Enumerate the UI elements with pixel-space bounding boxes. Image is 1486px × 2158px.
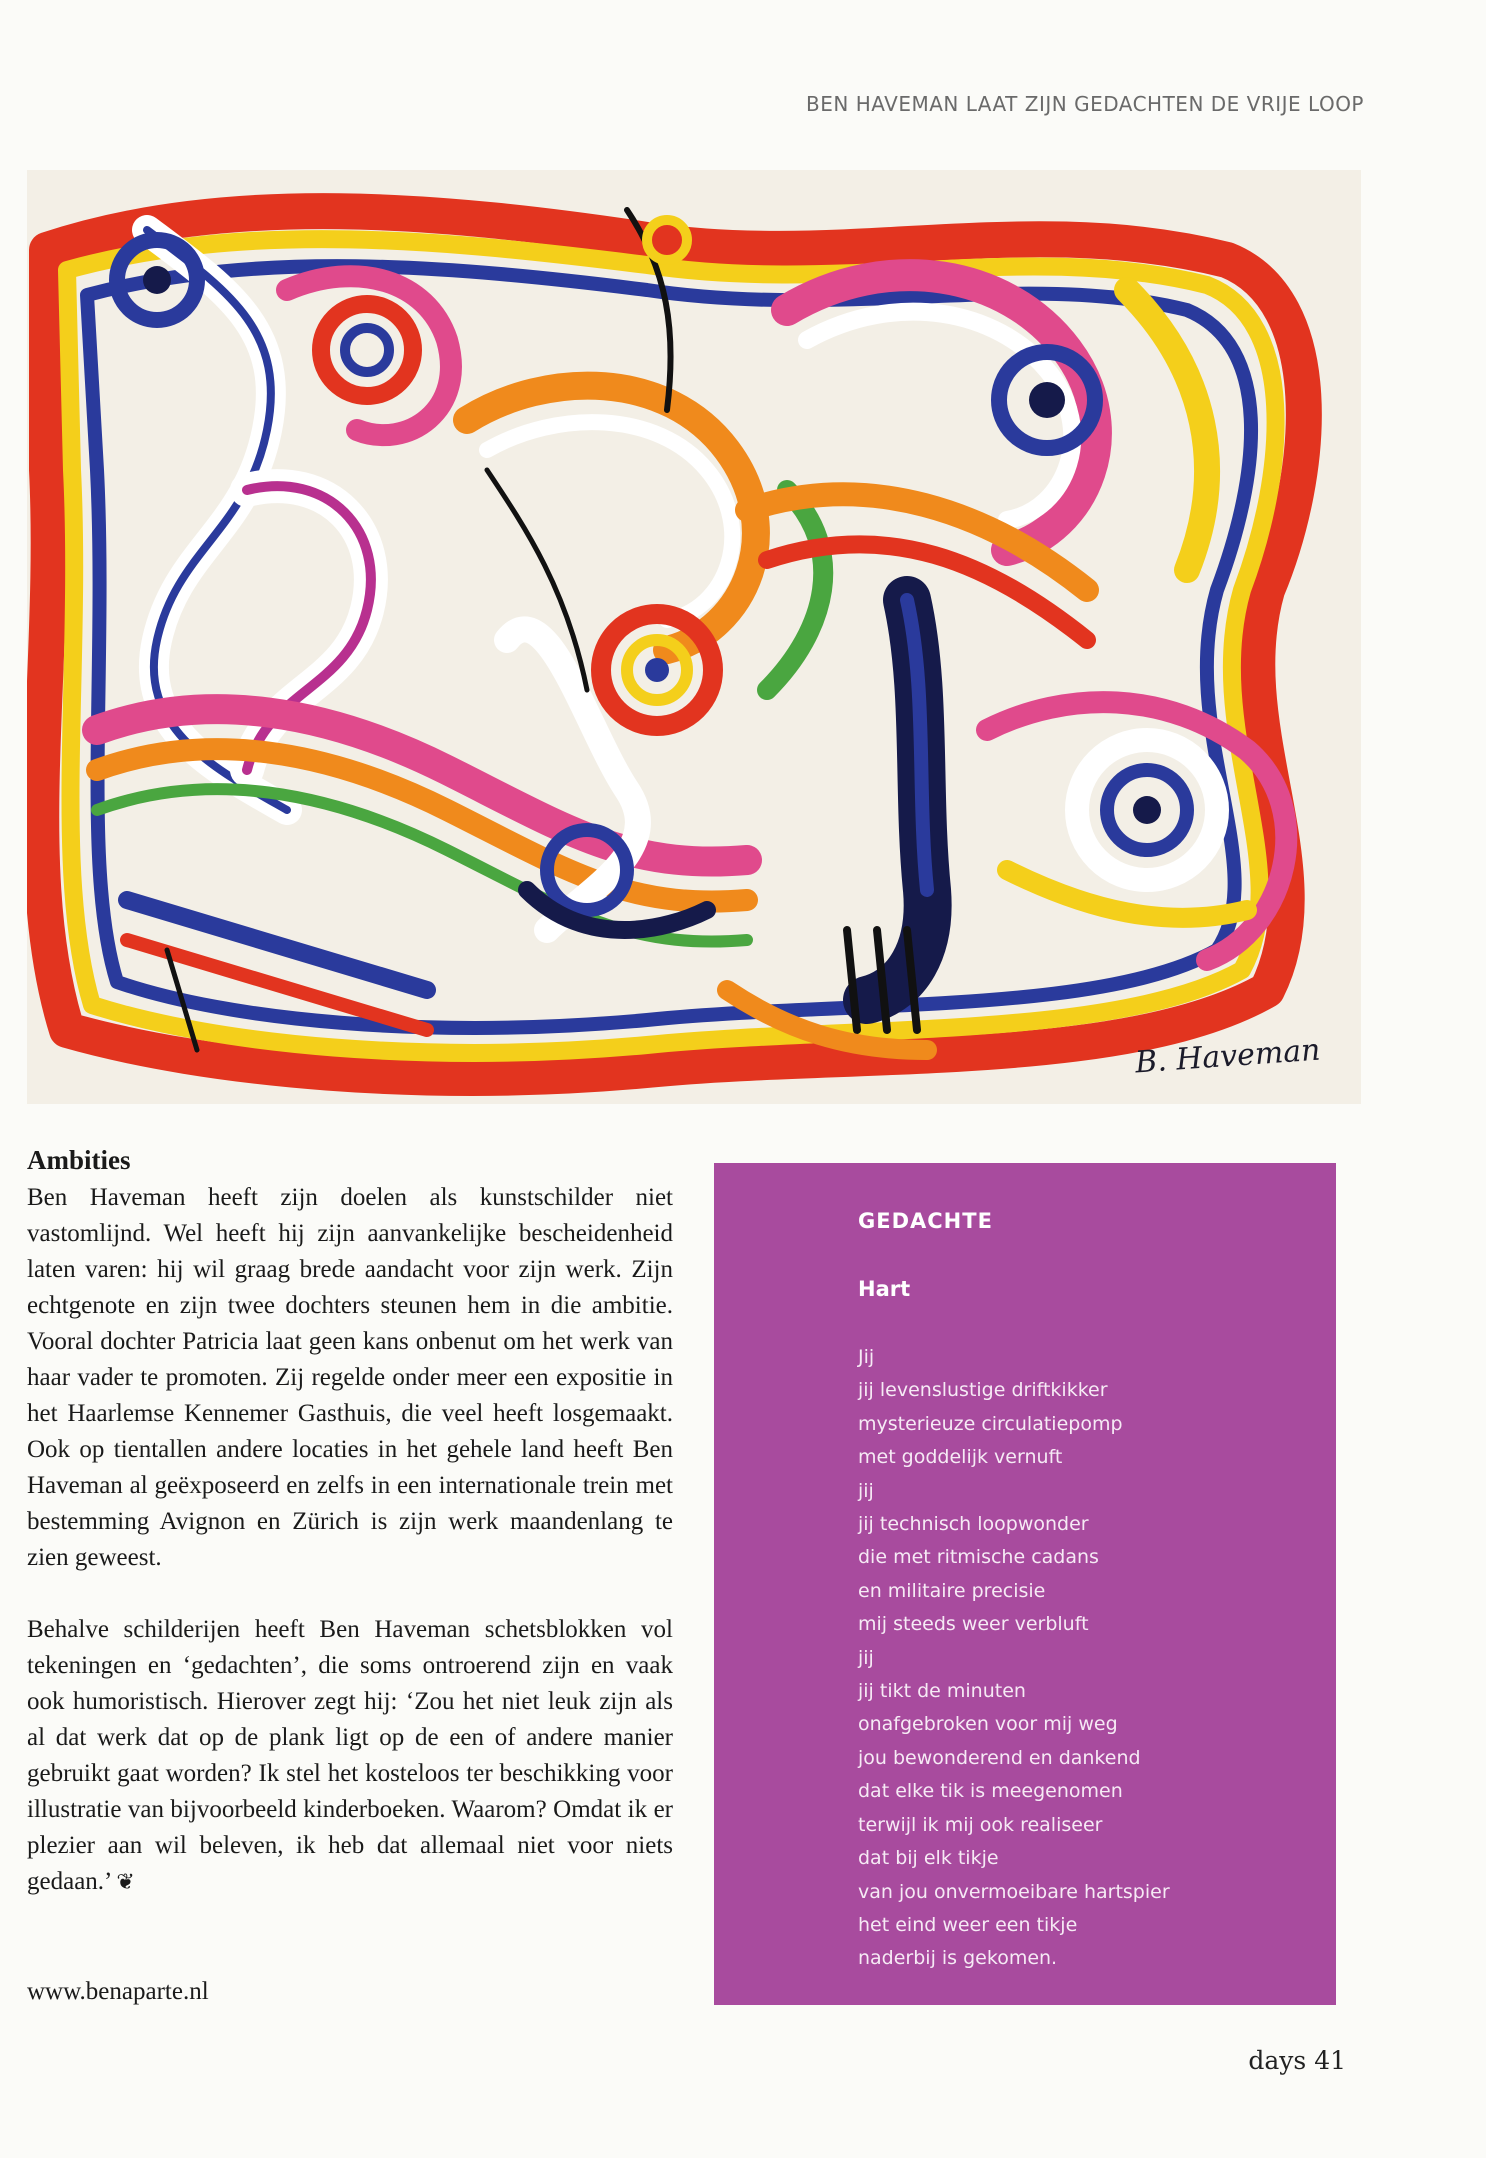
poem-line: naderbij is gekomen.	[858, 1947, 1058, 1970]
page-folio	[1248, 2046, 1346, 2075]
poem-line: en militaire precisie	[858, 1579, 1046, 1602]
poem-line: mij steeds weer verbluft	[858, 1613, 1089, 1636]
poem-line: jou bewonderend en dankend	[858, 1746, 1141, 1769]
poem-line: Jij	[858, 1346, 875, 1368]
poem-line: van jou onvermoeibare hartspier	[858, 1880, 1170, 1903]
painting-image	[27, 170, 1361, 1104]
poem-line: het eind weer een tikje	[858, 1913, 1078, 1936]
poem-line: terwijl ik mij ook realiseer	[858, 1813, 1103, 1836]
paragraph-1: Ben Haveman heeft zijn doelen als kunstschilder niet vastomlijnd. Wel heeft hij zijn aanvankelijke bescheidenheid laten varen: hij wil graag brede aandacht voor zijn werk. Zijn echtgenote en zijn twee dochters steunen hem in die ambitie. Vooral dochter Patricia laat geen kans onbenut om het werk van haar vader te promoten. Zij regelde onder meer een expositie in het Haarlemse Kennemer Gasthuis, die veel heeft losgemaakt. Ook op tientallen andere locaties in het gehele land heeft Ben Haveman al geëxposeerd en zelfs in een internationale trein met bestemming Avignon en Zürich is zijn werk maandenlang te zien geweest.	[27, 1184, 673, 1572]
poem-lines	[858, 1341, 1170, 1976]
paragraph-2-text: Behalve schilderijen heeft Ben Haveman schetsblokken vol tekeningen en ‘gedachten’, die soms ontroerend zijn en vaak ook humoristisch. Hierover zegt hij: ‘Zou het niet leuk zijn als al dat werk dat op de plank ligt op de een of andere manier gebruikt gaat worden? Ik stel het kosteloos ter beschikking voor illustratie van bijvoorbeeld kinderboeken. Waarom? Omdat ik er plezier aan wil beleven, ik heb dat allemaal niet voor niets gedaan.’	[27, 1616, 673, 1896]
abstract-painting-illustration	[27, 170, 1361, 1104]
poem-line: jij	[858, 1646, 874, 1669]
poem-title: Hart	[858, 1277, 911, 1301]
poem-line: jij levenslustige driftkikker	[858, 1379, 1108, 1402]
poem-kicker: GEDACHTE	[858, 1209, 993, 1233]
poem-line: dat elke tik is meegenomen	[858, 1780, 1123, 1803]
poem-line: onafgebroken voor mij weg	[858, 1713, 1118, 1736]
poem-line: jij	[858, 1479, 874, 1502]
running-head: BEN HAVEMAN LAAT ZIJN GEDACHTEN DE VRIJE LOOP	[806, 92, 1364, 116]
section-heading: Ambities	[27, 1145, 131, 1175]
page-number: 41	[1314, 2046, 1346, 2075]
painting-signature: B. Haveman	[1134, 1032, 1322, 1081]
poem-line: die met ritmische cadans	[858, 1546, 1099, 1569]
poem-line: dat bij elk tikje	[858, 1847, 999, 1870]
poem-sidebar	[714, 1163, 1336, 2005]
article-body	[27, 1144, 673, 1900]
poem-line: jij technisch loopwonder	[858, 1513, 1089, 1536]
paragraph-2	[27, 1612, 673, 1900]
end-mark-icon: ❦	[116, 1869, 135, 1895]
poem-line: jij tikt de minuten	[858, 1680, 1026, 1703]
poem-line: mysterieuze circulatiepomp	[858, 1412, 1123, 1435]
magazine-name: days	[1248, 2046, 1307, 2075]
website-link[interactable]: www.benaparte.nl	[27, 1978, 209, 2005]
poem-line: met goddelijk vernuft	[858, 1446, 1063, 1469]
